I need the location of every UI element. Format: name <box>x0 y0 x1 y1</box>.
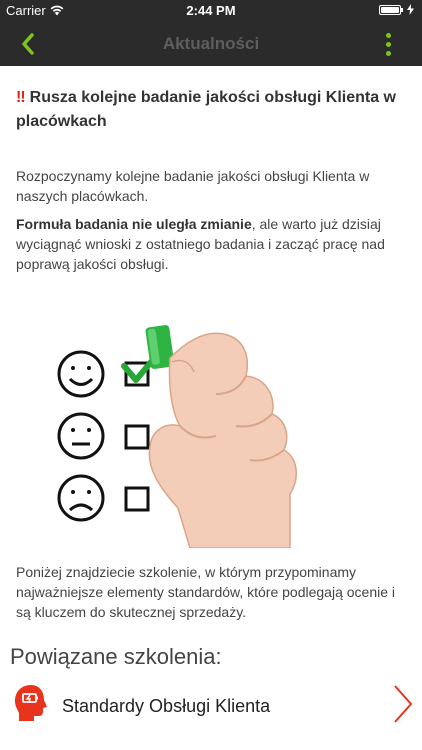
status-time: 2:44 PM <box>186 3 236 18</box>
battery-fill <box>381 7 399 13</box>
checkbox-icon <box>126 426 148 448</box>
related-training-item[interactable] <box>0 680 422 736</box>
related-trainings-heading: Powiązane szkolenia: <box>10 644 222 669</box>
back-button[interactable] <box>14 30 42 58</box>
neutral-face-icon <box>59 414 103 458</box>
hand-icon <box>149 333 296 548</box>
article-paragraph-3: Poniżej znajdziecie szkolenie, w którym przypominamy najważniejsze elementy standardów, które podlegają ocenie i są kluczem do skutecznej sprzedaży. <box>16 564 396 620</box>
battery-icon <box>379 5 401 15</box>
survey-hand-illustration <box>40 318 340 548</box>
paragraph-2-rest: , ale warto już dzisiaj wyciągnąć wnioski z ostatniego badania i zacząć pracę nad poprawą jakości obsługi. <box>16 216 385 272</box>
navigation-bar <box>0 22 422 66</box>
article-paragraph-2 <box>16 214 408 274</box>
happy-face-icon <box>59 352 103 396</box>
vertical-dots-icon <box>386 42 391 47</box>
bold-phrase: Formuła badania nie uległa zmianie <box>16 216 252 232</box>
article-headline <box>16 86 408 134</box>
status-bar <box>0 0 422 22</box>
page-title: Aktualności <box>162 34 260 53</box>
checkbox-icon <box>126 488 148 510</box>
head-with-battery-icon <box>14 684 48 722</box>
charging-bolt-icon <box>407 4 414 15</box>
chevron-right-icon <box>392 684 414 724</box>
carrier-label: Carrier <box>6 3 46 18</box>
vertical-dots-icon <box>386 33 391 38</box>
chevron-left-icon <box>21 33 35 55</box>
related-training-label: Standardy Obsługi Klienta <box>62 696 271 716</box>
battery-indicator <box>379 4 414 15</box>
double-exclamation-icon: ‼ <box>16 89 26 106</box>
more-options-button[interactable] <box>380 30 396 58</box>
sad-face-icon <box>59 476 103 520</box>
article-intro: Rozpoczynamy kolejne badanie jakości obsługi Klienta w naszych placówkach. <box>16 168 370 204</box>
vertical-dots-icon <box>386 51 391 56</box>
headline-text: Rusza kolejne badanie jakości obsługi Klienta w placówkach <box>16 89 396 130</box>
